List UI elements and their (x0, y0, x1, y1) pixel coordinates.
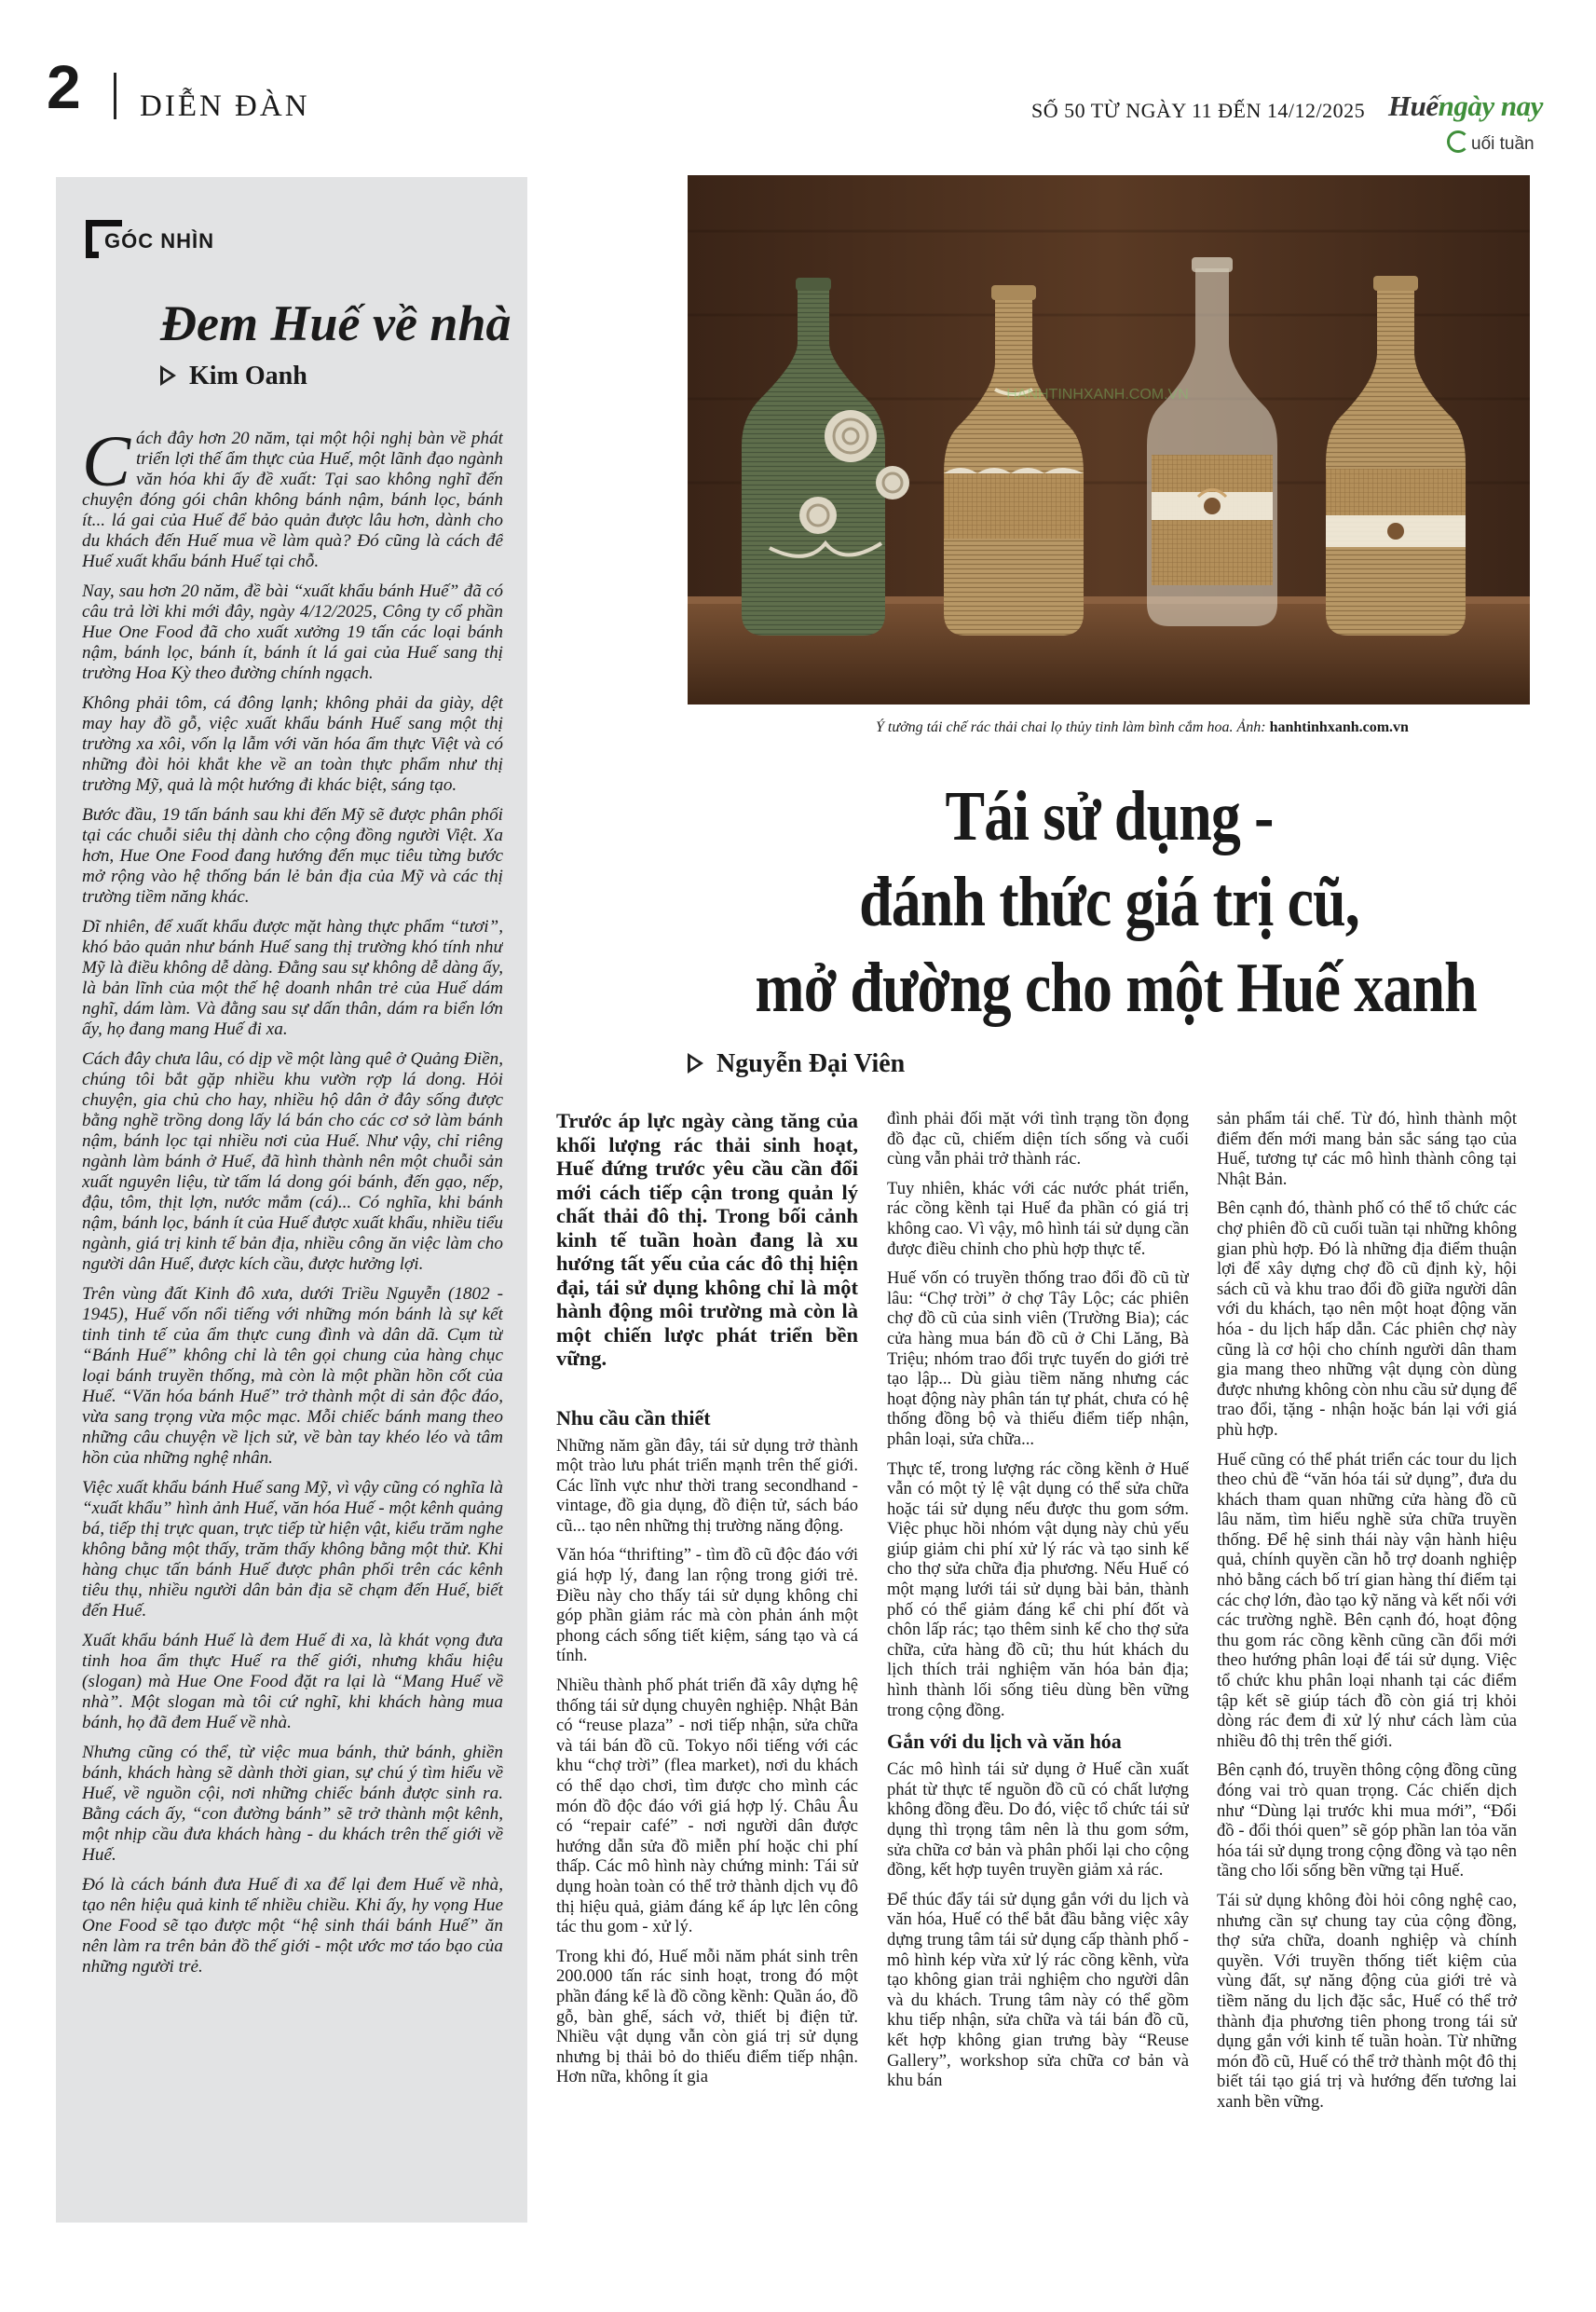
article-title-line: đánh thức giá trị cũ, (859, 863, 1359, 941)
sidebar-author (160, 363, 307, 390)
article-title-line: Tái sử dụng - (945, 777, 1274, 855)
article-lead: Trước áp lực ngày càng tăng của khối lượng rác thải sinh hoạt, Huế đứng trước yêu cầu cần đổi mới cách tiếp cận trong quản lý chất thải đô thị. Trong bối cảnh kinh tế tuần hoàn đang là xu hướng tất yếu của các đô thị hiện đại, tái sử dụng không chỉ là một hành động môi trường mà còn là một chiến lược phát triển bền vững. (556, 1109, 858, 1370)
corner-bracket-foot (86, 252, 99, 258)
article-paragraph: Những năm gần đây, tái sử dụng trở thành một trào lưu phát triển mạnh trên thế giới. Các lĩnh vực như thời trang secondhand - vintage, đồ gia dụng, đồ điện tử, sách báo cũ... tạo nên những thị trường năng động. (556, 1435, 858, 1536)
page-number: 2 (47, 52, 81, 121)
sidebar-paragraph: Việc xuất khẩu bánh Huế sang Mỹ, vì vậy cũng có nghĩa là “xuất khẩu” hình ảnh Huế, văn hóa Huế - một kênh quảng bá, tiếp thị trực quan, trực tiếp từ hiện vật, kiểu trăm nghe không bằng một thấy, trăm thấy không bằng một thử. Khi hàng chục tấn bánh Huế được phân phối trên các kênh tiêu thụ, nhiều người dân bản địa sẽ chạm đến Huế, biết đến Huế. (82, 1478, 503, 1621)
sidebar-paragraph: Trên vùng đất Kinh đô xưa, dưới Triều Nguyễn (1802 - 1945), Huế vốn nổi tiếng với những món bánh là sự kết tinh tinh tế của ẩm thực cung đình và dân dã. Cụm từ “Bánh Huế” không chỉ là tên gọi chung của hàng chục loại bánh truyền thống, mà còn là một phần hồn cốt của Huế. “Văn hóa bánh Huế” trở thành một di sản độc đáo, vừa sang trọng vừa mộc mạc. Mỗi chiếc bánh mang theo những câu chuyện về lịch sử, về bàn tay khéo léo và tâm hồn của những nghệ nhân. (82, 1284, 503, 1468)
sidebar-author-name: Kim Oanh (189, 362, 307, 390)
article-paragraph: Bên cạnh đó, thành phố có thể tổ chức các chợ phiên đồ cũ cuối tuần tại những không gian phù hợp. Đó là những địa điểm thuận lợi để xây dựng chợ đồ cũ định kỳ, hội sách cũ và khu trao đổi đồ giữa người dân với du khách, tạo nên một hoạt động văn hóa - du lịch hấp dẫn. Các phiên chợ này cũng là cơ hội cho chính người dân tham gia mang theo những vật dụng còn dùng được nhưng không còn nhu cầu sử dụng để trao đổi, tặng - nhận hoặc bán lại với giá phù hợp. (1217, 1198, 1517, 1440)
masthead-accent: ngày nay (1438, 89, 1543, 122)
sidebar-paragraph (82, 429, 503, 572)
article-paragraph: đình phải đối mặt với tình trạng tồn đọng đồ đạc cũ, chiếm diện tích sống và cuối cùng vẫn phải trở thành rác. (887, 1109, 1189, 1170)
masthead-subtitle (1447, 130, 1535, 153)
sidebar-paragraph: Nhưng cũng có thể, từ việc mua bánh, thử bánh, ghiền bánh, khách hàng sẽ dành thời gian, sự chú ý tìm hiểu về Huế, về nguồn cội, nơi những chiếc bánh được sinh ra. Bằng cách ấy, “con đường bánh” sẽ trở thành một kênh, một nhịp cầu đưa khách hàng - du khách trên thế giới về Huế. (82, 1743, 503, 1865)
article-author (688, 1051, 905, 1077)
header-divider (114, 73, 116, 119)
sidebar-paragraph: Không phải tôm, cá đông lạnh; không phải da giày, dệt may hay đồ gỗ, việc xuất khẩu bánh Huế sang một thị trường xa xôi, vốn lạ lẫm với văn hóa ẩm thực Việt và có những đòi hỏi khắt khe về an toàn thực phẩm như thị trường Mỹ, quả là một hướng đi khác biệt, sáng tạo. (82, 693, 503, 795)
sidebar-title: Đem Huế về nhà (160, 295, 512, 351)
sidebar-paragraph: Xuất khẩu bánh Huế là đem Huế đi xa, là khát vọng đưa tinh hoa ẩm thực Huế ra thế giới, nhưng khẩu hiệu (slogan) mà Hue One Food đặt ra lại là “Mang Huế về nhà”. Một slogan mà tôi cứ nghĩ, khi khách hàng mua bánh, họ đã đem Huế về nhà. (82, 1631, 503, 1732)
article-paragraph: sản phẩm tái chế. Từ đó, hình thành một điểm đến mới mang bản sắc sáng tạo của Huế, tương tự các mô hình thành công tại Nhật Bản. (1217, 1109, 1517, 1189)
subheading: Gắn với du lịch và văn hóa (887, 1730, 1122, 1754)
article-paragraph: Trong khi đó, Huế mỗi năm phát sinh trên 200.000 tấn rác sinh hoạt, trong đó một phần đáng kể là đồ cồng kềnh: Quần áo, đồ gỗ, bàn ghế, sách vở, thiết bị điện tử. Nhiều vật dụng vẫn còn giá trị sử dụng nhưng bị thải bỏ do thiếu điểm tiếp nhận. Hơn nữa, không ít gia (556, 1946, 858, 2087)
sidebar-paragraph: Đó là cách bánh đưa Huế đi xa để lại đem Huế về nhà, tạo nên hiệu quả kinh tế nhiều chiều. Khi ấy, hy vọng Hue One Food sẽ tạo được một “hệ sinh thái bánh Huế” ăn nên làm ra trên bản đồ thế giới - một ước mơ táo bạo của những người trẻ. (82, 1875, 503, 1977)
section-name: DIỄN ĐÀN (140, 89, 310, 123)
masthead-logo (1388, 91, 1543, 120)
sidebar-paragraph: Dĩ nhiên, để xuất khẩu được mặt hàng thực phẩm “tươi”, khó bảo quản như bánh Huế sang thị trường khó tính như Mỹ là điều không dễ dàng. Đằng sau sự không dễ dàng ấy, là bản lĩnh của một thế hệ doanh nhân trẻ của Huế dám nghĩ, dám làm. Và đằng sau sự dấn thân, dám ra biển lớn ấy, họ đang mang Huế đi xa. (82, 917, 503, 1039)
article-paragraph: Để thúc đẩy tái sử dụng gắn với du lịch và văn hóa, Huế có thể bắt đầu bằng việc xây dựng trung tâm tái sử dụng cấp thành phố - mô hình kép vừa xử lý rác cồng kềnh, vừa tạo không gian trải nghiệm cho người dân và du khách. Trung tâm này có thể gồm khu tiếp nhận, sửa chữa và tái bán đồ cũ, kết hợp không gian trưng bày “Reuse Gallery”, workshop sửa chữa cơ bản và khu bán (887, 1889, 1189, 2091)
drop-cap: C (82, 429, 131, 501)
article-paragraph: Huế vốn có truyền thống trao đổi đồ cũ từ lâu: “Chợ trời” ở chợ Tây Lộc; các phiên chợ đồ cũ của sinh viên (Trường Bia); các cửa hàng mua bán đồ cũ ở Chi Lăng, Bà Triệu; nhóm trao đổi trực tuyến do giới trẻ tạo lập... Dù giàu tiềm năng nhưng các hoạt động này phân tán tự phát, chưa có hệ thống đồng bộ và thiếu điểm tiếp nhận, phân loại, sửa chữa... (887, 1268, 1189, 1449)
article-title-line: mở đường cho một Huế xanh (755, 949, 1477, 1027)
article-column-2 (887, 1109, 1189, 2223)
sidebar-paragraph: Bước đầu, 19 tấn bánh sau khi đến Mỹ sẽ được phân phối tại các chuỗi siêu thị dành cho cộng đồng người Việt. Xa hơn, Hue One Food đang hướng đến mục tiêu từng bước mở rộng vào hệ thống bán lẻ bản địa của Mỹ và các thị trường tiềm năng khác. (82, 805, 503, 907)
article-paragraph: Nhiều thành phố phát triển đã xây dựng hệ thống tái sử dụng chuyên nghiệp. Nhật Bản có “reuse plaza” - nơi tiếp nhận, sửa chữa và tái bán đồ cũ. Tokyo nổi tiếng với các khu “chợ trời” (flea market), nơi du khách có thể dạo chơi, tìm được cho mình các món đồ độc đáo với giá hợp lý. Châu Âu có “repair café” - nơi người dân được hướng dẫn sửa đồ miễn phí hoặc chi phí thấp. Các mô hình này chứng minh: Tái sử dụng hoàn toàn có thể trở thành dịch vụ đô thị hiệu quả, giảm đáng kể áp lực lên công tác thu gom - xử lý. (556, 1676, 858, 1937)
article-title (755, 773, 1477, 1031)
article-paragraph: Các mô hình tái sử dụng ở Huế cần xuất phát từ thực tế nguồn đồ cũ có chất lượng không đồng đều. Do đó, việc tổ chức tái sử dụng thì trọng tâm nên là thu gom sớm, sửa chữa cơ bản và phân phối lại cho cộng đồng, kết hợp tuyên truyền giảm xả rác. (887, 1759, 1189, 1881)
photo-watermark: HANHTINHXANH.COM.VN (1006, 387, 1189, 403)
article-column-3 (1217, 1109, 1517, 2223)
sidebar-paragraph-text: ách đây hơn 20 năm, tại một hội nghị bàn về phát triển lợi thế ẩm thực của Huế, một lãnh đạo ngành văn hóa khi ấy đề xuất: Tại sao không nghĩ đến chuyện đóng gói chân không bánh nậm, bánh lọc, bánh ít... lá gai của Huế để bảo quản được lâu hơn, dành cho du khách đến Huế mua về làm quà? Đó cũng là cách để Huế xuất khẩu bánh Huế tại chỗ. (82, 429, 503, 571)
article-paragraph: Văn hóa “thrifting” - tìm đồ cũ độc đáo với giá hợp lý, đang lan rộng trong giới trẻ. Điều này cho thấy tái sử dụng không chỉ góp phần giảm rác mà còn phản ánh một phong cách sống tiết kiệm, sáng tạo và cá tính. (556, 1545, 858, 1666)
masthead-subtitle-text: uối tuần (1471, 134, 1535, 154)
triangle-bullet-icon (160, 365, 176, 386)
sidebar-paragraph: Cách đây chưa lâu, có dịp về một làng quê ở Quảng Điền, chúng tôi bắt gặp nhiều khu vườn rợp lá dong. Hỏi chuyện, gia chủ cho hay, nhiều hộ dân ở đây sống được bằng nghề trồng dong lấy lá bán cho các cơ sở làm bánh nậm, bánh lọc tại nhiều nơi của Huế. Như vậy, chỉ riêng ngành làm bánh ở Huế, đã hình thành nên một chuỗi sản xuất nguyên liệu, từ tấm lá dong gói bánh, đến gạo, nếp, đậu, tôm, thịt lợn, nước mắm (cá)... Có nghĩa, khi bánh nậm, bánh lọc, bánh ít của Huế được xuất khẩu, nhiều tiểu ngành, giá trị kinh tế bản địa, nhiều công ăn việc làm cho người dân Huế, được kích cầu, được hưởng lợi. (82, 1049, 503, 1274)
column-label: GÓC NHÌN (104, 229, 214, 253)
issue-info: SỐ 50 TỪ NGÀY 11 ĐẾN 14/12/2025 (1031, 99, 1366, 122)
article-paragraph: Bên cạnh đó, truyền thông cộng đồng cũng đóng vai trò quan trọng. Các chiến dịch như “Dùng lại trước khi mua mới”, “Đổi đồ - đổi thói quen” sẽ góp phần lan tỏa văn hóa tái sử dụng trong cộng đồng và tạo nên tầng cho lối sống bền vững tại Huế. (1217, 1760, 1517, 1881)
triangle-bullet-icon (688, 1053, 703, 1074)
photo-credit: hanhtinhxanh.com.vn (1269, 719, 1409, 735)
sidebar-body (82, 429, 503, 2204)
article-column-1 (556, 1109, 858, 2223)
photo-caption-text: Ý tưởng tái chế rác thải chai lọ thủy tinh làm bình cắm hoa. Ảnh: (876, 719, 1270, 735)
masthead-c-icon (1447, 130, 1469, 153)
article-paragraph: Thực tế, trong lượng rác cồng kềnh ở Huế vẫn có một tỷ lệ vật dụng có thể sửa chữa hoặc tái sử dụng nếu được thu gom sớm. Việc phục hồi nhóm vật dụng này chủ yếu giúp giảm chi phí xử lý rác và tạo sinh kế cho thợ sửa chữa địa phương. Nếu Huế có một mạng lưới tái sử dụng bài bản, thành phố có thể giảm đáng kể chi phí đốt và chôn lấp rác; tạo thêm sinh kế cho thợ sửa chữa, cửa hàng đồ cũ; thu hút khách du lịch thích trải nghiệm văn hóa bản địa; hình thành lối sống tiêu dùng bền vững trong cộng đồng. (887, 1458, 1189, 1720)
masthead-main: Huế (1388, 89, 1439, 122)
article-paragraph: Huế cũng có thể phát triển các tour du lịch theo chủ đề “văn hóa tái sử dụng”, đưa du khách tham quan những cửa hàng đồ cũ lâu năm, tìm hiểu nghề sửa chữa truyền thống. Để hệ sinh thái này vận hành hiệu quả, chính quyền cần hỗ trợ doanh nghiệp nhỏ bằng cách bố trí gian hàng thí điểm tại các chợ lớn, đào tạo kỹ năng và kết nối với các trường nghề. Bên cạnh đó, hoạt động thu gom rác cồng kềnh cũng cần đổi mới theo hướng phân loại để tái sử dụng. Việc tổ chức khu phân loại nhanh tại các điểm tập kết sẽ giúp tách đồ còn giá trị khỏi dòng rác đem đi xử lý như cách làm của nhiều đô thị trên thế giới. (1217, 1449, 1517, 1751)
subheading: Nhu cầu cần thiết (556, 1405, 711, 1430)
article-author-name: Nguyễn Đại Viên (716, 1049, 906, 1078)
article-photo (688, 175, 1530, 705)
article-paragraph: Tái sử dụng không đòi hỏi công nghệ cao, nhưng cần sự chung tay của cộng đồng, thợ sửa chữa, doanh nghiệp và chính quyền. Với truyền thống tiết kiệm của vùng đất, sự năng động của giới trẻ và tiềm năng du lịch đặc sắc, Huế có thể trở thành địa phương tiên phong trong tái sử dụng gắn với kinh tế tuần hoàn. Từ những món đồ cũ, Huế có thể trở thành một đô thị biết tái tạo giá trị và hướng đến tương lai xanh bền vững. (1217, 1890, 1517, 2112)
article-paragraph: Tuy nhiên, khác với các nước phát triển, rác cồng kềnh tại Huế đa phần có giá trị không cao. Vì vậy, mô hình tái sử dụng cần được điều chỉnh cho phù hợp thực tế. (887, 1178, 1189, 1259)
photo-caption (876, 720, 1409, 735)
sidebar-paragraph: Nay, sau hơn 20 năm, đề bài “xuất khẩu bánh Huế” đã có câu trả lời khi mới đây, ngày 4/12/2025, Công ty cổ phần Hue One Food đã cho xuất xưởng 19 tấn các loại bánh nậm, bánh lọc, bánh ít, bánh ít lá gai của Huế sang thị trường Hoa Kỳ theo đường chính ngạch. (82, 581, 503, 683)
